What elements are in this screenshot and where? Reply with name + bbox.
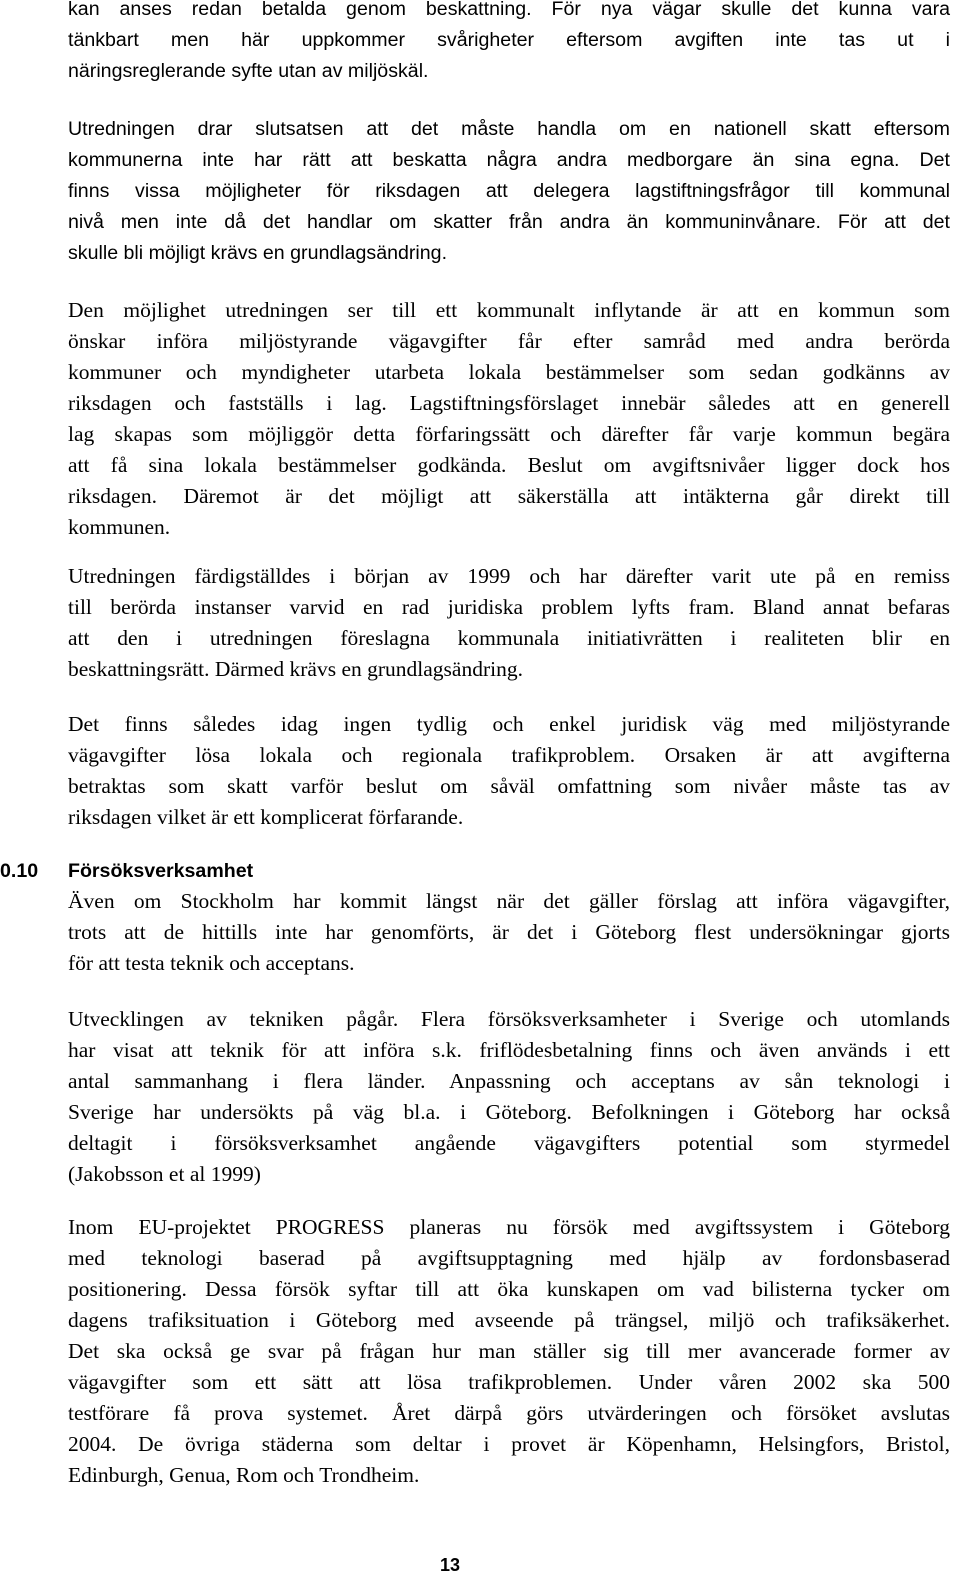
text-line: riksdagen. Däremot är det möjligt att säkerställa att intäkterna går direkt till [68, 484, 950, 508]
page-number [0, 1552, 960, 1578]
text-line: önskar införa miljöstyrande vägavgifter får efter samråd med andra berörda [68, 329, 950, 353]
text-line: kommuner och myndigheter utarbeta lokala bestämmelser som sedan godkänns av [68, 360, 950, 384]
text-line: till berörda instanser varvid en rad juridiska problem lyfts fram. Bland annat befaras [68, 595, 950, 619]
page-number-text: 13 [440, 1555, 461, 1575]
text-line: (Jakobsson et al 1999) [68, 1162, 261, 1186]
text-line: Inom EU-projektet PROGRESS planeras nu försök med avgiftssystem i Göteborg [68, 1215, 950, 1239]
paragraph-5 [68, 709, 950, 833]
section-paragraph-3 [68, 1212, 950, 1491]
text-line: beskattningsrätt. Därmed krävs en grundlagsändring. [68, 657, 523, 681]
text-line: Även om Stockholm har kommit längst när det gäller förslag att införa vägavgifter, [68, 889, 950, 913]
text-line: vägavgifter lösa lokala och regionala trafikproblem. Orsaken är att avgifterna [68, 743, 950, 767]
text-line: betraktas som skatt varför beslut om såväl omfattning som nivåer måste tas av [68, 774, 950, 798]
section-paragraph-2 [68, 1004, 950, 1190]
paragraph-2 [68, 114, 950, 269]
text-line: riksdagen och fastställs i lag. Lagstiftningsförslaget innebär således att en generell [68, 391, 950, 415]
text-line: Den möjlighet utredningen ser till ett kommunalt inflytande är att en kommun som [68, 298, 950, 322]
paragraph-4 [68, 561, 950, 685]
text-line: antal sammanhang i flera länder. Anpassning och acceptans av sån teknologi i [68, 1069, 950, 1093]
text-line: skulle bli möjligt krävs en grundlagsändring. [68, 242, 448, 264]
text-line: deltagit i försöksverksamhet angående vägavgifters potential som styrmedel [68, 1131, 950, 1155]
section-paragraph-1 [68, 886, 950, 979]
text-line: nivå men inte då det handlar om skatter från andra än kommuninvånare. För att det [68, 211, 950, 233]
text-line: kommunen. [68, 515, 171, 539]
text-line: har visat att teknik för att införa s.k. friflödesbetalning finns och även används i ett [68, 1038, 950, 1062]
text-line: Utredningen drar slutsatsen att det måste handla om en nationell skatt eftersom [68, 118, 950, 140]
text-line: riksdagen vilket är ett komplicerat förfarande. [68, 805, 464, 829]
text-line: testförare få prova systemet. Året därpå görs utvärderingen och försöket avslutas [68, 1401, 950, 1425]
text-line: kan anses redan betalda genom beskattning. För nya vägar skulle det kunna vara [68, 0, 950, 20]
paragraph-1 [68, 0, 950, 87]
text-line: finns vissa möjligheter för riksdagen att delegera lagstiftningsfrågor till kommunal [68, 180, 950, 202]
text-line: Det finns således idag ingen tydlig och enkel juridisk väg med miljöstyrande [68, 712, 950, 736]
text-line: att den i utredningen föreslagna kommunala initiativrätten i realiteten blir en [68, 626, 950, 650]
text-line: lag skapas som möjliggör detta förfaringssätt och därefter får varje kommun begära [68, 422, 950, 446]
text-line: Edinburgh, Genua, Rom och Trondheim. [68, 1463, 420, 1487]
text-line: Utredningen färdigställdes i början av 1999 och har därefter varit ute på en remiss [68, 564, 950, 588]
section-title: Försöksverksamhet [68, 860, 254, 882]
text-line: Det ska också ge svar på frågan hur man ställer sig till mer avancerade former av [68, 1339, 950, 1363]
text-line: att få sina lokala bestämmelser godkända. Beslut om avgiftsnivåer ligger dock hos [68, 453, 950, 477]
text-line: 2004. De övriga städerna som deltar i provet är Köpenhamn, Helsingfors, Bristol, [68, 1432, 950, 1456]
text-line: dagens trafiksituation i Göteborg med avseende på trängsel, miljö och trafiksäkerhet. [68, 1308, 950, 1332]
text-line: kommunerna inte har rätt att beskatta några andra medborgare än sina egna. Det [68, 149, 950, 171]
text-line: näringsreglerande syfte utan av miljöskäl. [68, 60, 429, 82]
text-line: Utvecklingen av tekniken pågår. Flera försöksverksamheter i Sverige och utomlands [68, 1007, 950, 1031]
section-heading [0, 856, 960, 887]
section-number: 0.10 [0, 860, 39, 882]
text-line: med teknologi baserad på avgiftsupptagning med hjälp av fordonsbaserad [68, 1246, 950, 1270]
text-line: positionering. Dessa försök syftar till att öka kunskapen om vad bilisterna tycker om [68, 1277, 950, 1301]
text-line: tänkbart men här uppkommer svårigheter eftersom avgiften inte tas ut i [68, 29, 950, 51]
text-line: trots att de hittills inte har genomförts, är det i Göteborg flest undersökningar gjorts [68, 920, 950, 944]
text-line: för att testa teknik och acceptans. [68, 951, 355, 975]
text-line: vägavgifter som ett sätt att lösa trafikproblemen. Under våren 2002 ska 500 [68, 1370, 950, 1394]
text-line: Sverige har undersökts på väg bl.a. i Göteborg. Befolkningen i Göteborg har också [68, 1100, 950, 1124]
paragraph-3 [68, 295, 950, 543]
